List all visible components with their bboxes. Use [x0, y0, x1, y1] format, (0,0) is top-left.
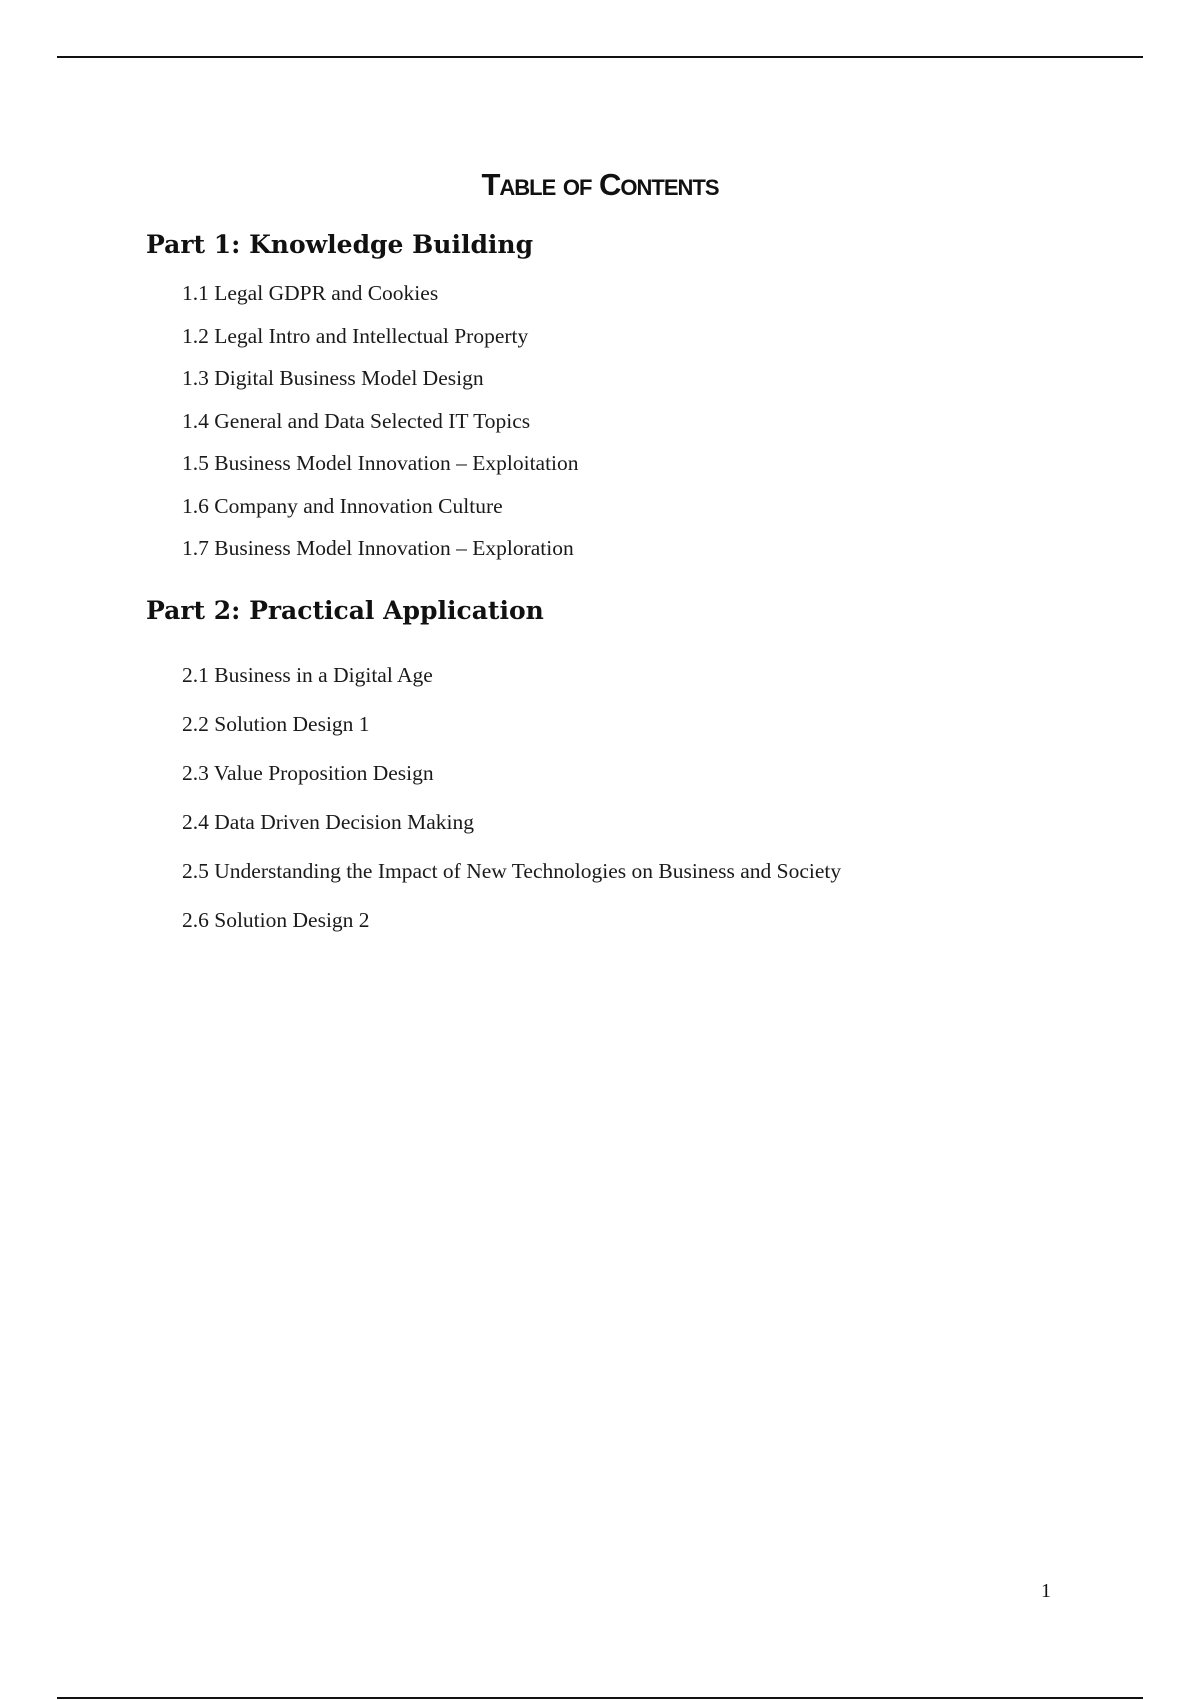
toc-entry-2-1[interactable]: 2.1 Business in a Digital Age [182, 663, 433, 687]
top-rule [57, 56, 1143, 58]
toc-entry-1-7[interactable]: 1.7 Business Model Innovation – Exploration [182, 536, 574, 560]
toc-entry-1-6[interactable]: 1.6 Company and Innovation Culture [182, 493, 503, 518]
toc-entry-1-2[interactable]: 1.2 Legal Intro and Intellectual Property [182, 323, 529, 348]
toc-entry-2-2[interactable]: 2.2 Solution Design 1 [182, 712, 370, 736]
part-1-list [182, 280, 579, 578]
toc-entry-1-5[interactable]: 1.5 Business Model Innovation – Exploitation [182, 451, 579, 475]
toc-entry-1-4[interactable]: 1.4 General and Data Selected IT Topics [182, 408, 531, 433]
toc-entry-1-3[interactable]: 1.3 Digital Business Model Design [182, 366, 484, 390]
page-title: Table of Contents [481, 166, 719, 202]
part-2-list [182, 662, 841, 956]
toc-entry-2-4[interactable]: 2.4 Data Driven Decision Making [182, 810, 474, 834]
page-number: 1 [1041, 1580, 1051, 1602]
toc-entry-2-3[interactable]: 2.3 Value Proposition Design [182, 761, 434, 785]
toc-entry-2-5[interactable]: 2.5 Understanding the Impact of New Technologies on Business and Society [182, 859, 842, 883]
toc-entry-2-6[interactable]: 2.6 Solution Design 2 [182, 908, 370, 932]
toc-entry-1-1[interactable]: 1.1 Legal GDPR and Cookies [182, 281, 439, 305]
part-1-heading: Part 1: Knowledge Building [146, 230, 534, 259]
bottom-rule [57, 1697, 1143, 1699]
part-2-heading: Part 2: Practical Application [146, 596, 544, 625]
